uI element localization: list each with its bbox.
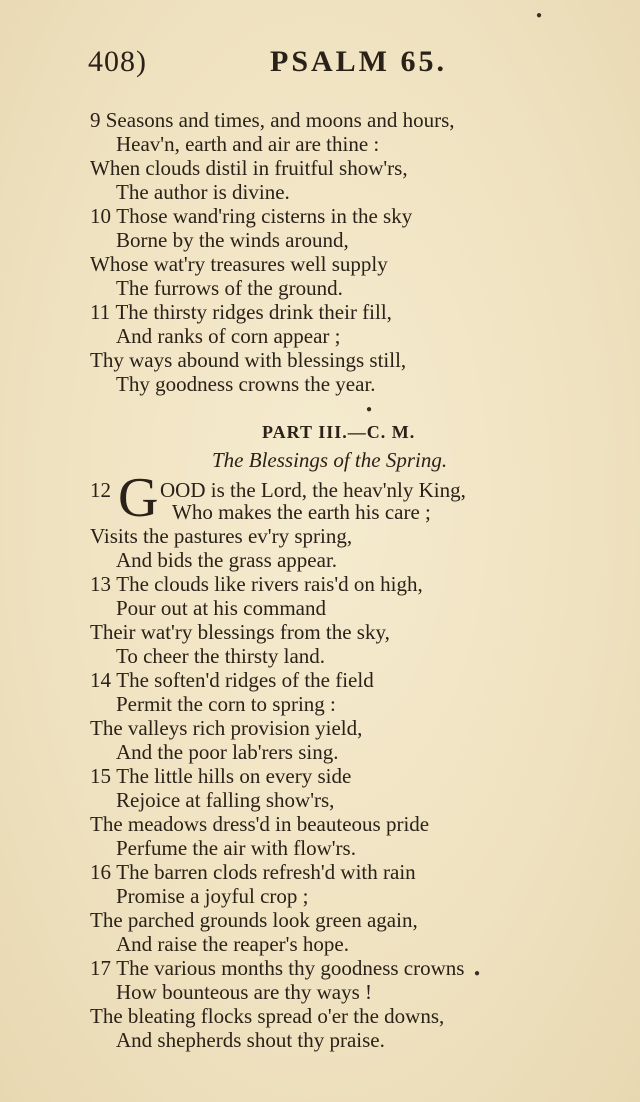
verse-line: Perfume the air with flow'rs. (116, 836, 356, 860)
verse-line (90, 204, 412, 228)
verse-line: Heav'n, earth and air are thine : (116, 132, 380, 156)
verse-line (90, 108, 455, 132)
ornament-dot: ● (474, 968, 481, 979)
verse-line: Promise a joyful crop ; (116, 884, 309, 908)
drop-cap: G (118, 467, 159, 529)
verse-line (90, 300, 392, 324)
verse-line: Whose wat'ry treasures well supply (90, 252, 388, 276)
part-heading: PART III.—C. M. (262, 422, 416, 442)
verse-line: When clouds distil in fruitful show'rs, (90, 156, 408, 180)
verse-line: Rejoice at falling show'rs, (116, 788, 335, 812)
page-header (0, 45, 640, 85)
verse-line: Permit the corn to spring : (116, 692, 336, 716)
verse-line: Pour out at his command (116, 596, 326, 620)
verse-line: The meadows dress'd in beauteous pride (90, 812, 430, 836)
verse-line (90, 764, 351, 788)
verse-line (90, 572, 423, 596)
verse-text: The little hills on every side (116, 764, 352, 788)
verse-text: Those wand'ring cisterns in the sky (116, 204, 413, 228)
verse-text: The various months thy goodness crowns (116, 956, 465, 980)
verse-line: And raise the reaper's hope. (116, 932, 349, 956)
verse-text: The soften'd ridges of the field (116, 668, 374, 692)
verse-text: Seasons and times, and moons and hours, (105, 108, 455, 132)
verse-line: Thy goodness crowns the year. (116, 372, 376, 396)
verse-number: 15 (90, 764, 111, 788)
ornament-dot: ● (536, 10, 543, 21)
verse-line: Their wat'ry blessings from the sky, (90, 620, 390, 644)
verse-line: And shepherds shout thy praise. (116, 1028, 385, 1052)
verse-text: The thirsty ridges drink their fill, (115, 300, 392, 324)
running-title: PSALM 65. (270, 45, 447, 78)
verse-line: The furrows of the ground. (116, 276, 343, 300)
page-number: 408) (88, 45, 147, 78)
verse-line: The author is divine. (116, 180, 290, 204)
verse-number: 10 (90, 204, 111, 228)
verse-line (90, 956, 464, 980)
verse-line: Who makes the earth his care ; (172, 500, 431, 524)
verse-line: To cheer the thirsty land. (116, 644, 326, 668)
verse-text: The barren clods refresh'd with rain (116, 860, 416, 884)
verse-text: The clouds like rivers rais'd on high, (116, 572, 423, 596)
verse-number: 16 (90, 860, 111, 884)
verse-number: 17 (90, 956, 111, 980)
verse-line: The bleating flocks spread o'er the downs, (90, 1004, 445, 1028)
verse-number: 11 (90, 300, 111, 324)
verse-line: And ranks of corn appear ; (116, 324, 341, 348)
verse-line: The valleys rich provision yield, (90, 716, 363, 740)
verse-number: 14 (90, 668, 111, 692)
verse-number: 12 (90, 478, 111, 502)
verse-line: Borne by the winds around, (116, 228, 349, 252)
verse-line: Visits the pastures ev'ry spring, (90, 524, 353, 548)
verse-number: 13 (90, 572, 111, 596)
verse-line: Thy ways abound with blessings still, (90, 348, 407, 372)
verse-line: The parched grounds look green again, (90, 908, 418, 932)
verse-line (90, 668, 374, 692)
ornament-dot: ● (366, 404, 373, 415)
part-subtitle: The Blessings of the Spring. (212, 448, 448, 472)
verse-line: And bids the grass appear. (116, 548, 338, 572)
verse-line: OOD is the Lord, the heav'nly King, (160, 478, 466, 502)
verse-line: How bounteous are thy ways ! (116, 980, 373, 1004)
verse-line (90, 860, 416, 884)
verse-line: And the poor lab'rers sing. (116, 740, 339, 764)
verse-number: 9 (90, 108, 101, 132)
